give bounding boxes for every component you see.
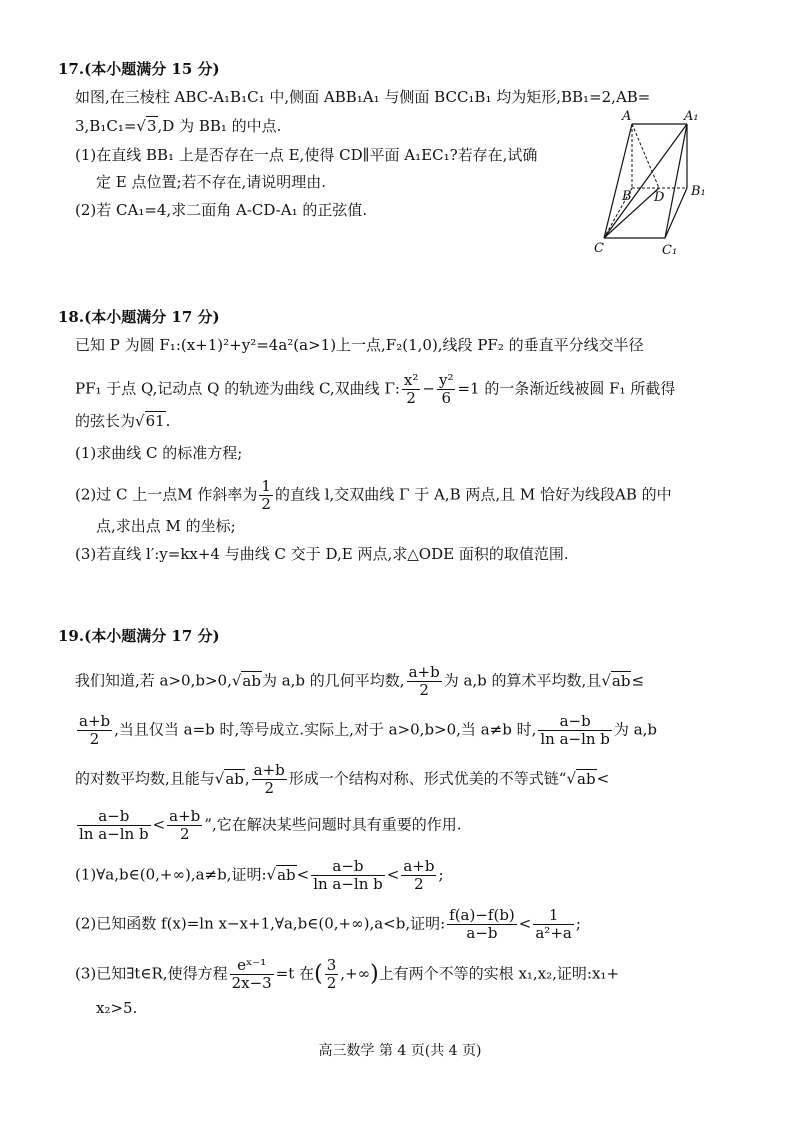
q17-line2: 3,B₁C₁=√3,D 为 BB₁ 的中点.	[75, 117, 282, 135]
label-D: D	[654, 190, 665, 205]
q19-line1: 我们知道,若 a>0,b>0,√ab为 a,b 的几何平均数, $\frac{a+b}{2}$ 为 a,b 的算术平均数,且√ab≤	[75, 663, 645, 699]
q18-heading: 18.(本小题满分 17 分)	[58, 308, 220, 326]
q17-line1: 如图,在三棱柱 ABC-A₁B₁C₁ 中,侧面 ABB₁A₁ 与侧面 BCC₁B₁ 均为矩形,BB₁=2,AB=	[75, 88, 651, 106]
q17-part2: (2)若 CA₁=4,求二面角 A-CD-A₁ 的正弦值.	[75, 201, 368, 219]
q18-line1: 已知 P 为圆 F₁:(x+1)²+y²=4a²(a>1)上一点,F₂(1,0),线段 PF₂ 的垂直平分线交半径	[75, 336, 644, 354]
q18-part1: (1)求曲线 C 的标准方程;	[75, 444, 243, 462]
q17-heading: 17.(本小题满分 15 分)	[58, 60, 220, 78]
q19-heading: 19.(本小题满分 17 分)	[58, 627, 220, 645]
label-C1: C₁	[662, 243, 678, 258]
label-A: A	[622, 109, 632, 124]
q17-part1: (1)在直线 BB₁ 上是否存在一点 E,使得 CD∥平面 A₁EC₁?若存在,试确	[75, 146, 538, 164]
q19-part1: (1)∀a,b∈(0,+∞),a≠b,证明:√ab< $\frac{a-b}{\text{ln a−ln b}}$ < $\frac{a+b}{2}$ ;	[75, 857, 444, 893]
q18-part2-cont: 点,求出点 M 的坐标;	[96, 517, 236, 535]
q19-line4: $\frac{a-b}{\text{ln a−ln b}}$ < $\frac{a+b}{2}$ ”,它在解决某些问题时具有重要的作用.	[79, 807, 462, 843]
page-footer: 高三数学 第 4 页(共 4 页)	[318, 1043, 482, 1059]
prism-figure	[592, 104, 712, 264]
q19-part3: (3)已知∃t∈R,使得方程 $\frac{\text{eˣ⁻¹}}{2x-3}$ =t 在( $\frac{3}{2}$ ,+∞)上有两个不等的实根 x₁,x₂,证明:x₁+	[75, 956, 620, 992]
q19-line3: 的对数平均数,且能与√ab, $\frac{a+b}{2}$ 形成一个结构对称、形式优美的不等式链“√ab<	[75, 761, 610, 797]
label-B1: B₁	[691, 184, 706, 199]
q19-part2: (2)已知函数 f(x)=ln x−x+1,∀a,b∈(0,+∞),a<b,证明: $\frac{f(a)-f(b)}{a-b}$ < $\frac{1}{\text{a²+a}}$ ;	[75, 906, 581, 942]
q18-line2: PF₁ 于点 Q,记动点 Q 的轨迹为曲线 C,双曲线 Γ: $\frac{\text{x²}}{2}$ − $\frac{\text{y²}}{6}$ =1 的一条渐近线被圆 F₁ 所截得	[75, 371, 676, 407]
label-C: C	[594, 241, 604, 256]
q19-part3-cont: x₂>5.	[96, 999, 138, 1017]
q19-line2: $\frac{a+b}{2}$ ,当且仅当 a=b 时,等号成立.实际上,对于 a>0,b>0,当 a≠b 时, $\frac{a-b}{\text{ln a−ln b}}$ 为 a,b	[79, 712, 658, 748]
label-B: B	[622, 189, 632, 204]
q17-part1-cont: 定 E 点位置;若不存在,请说明理由.	[96, 173, 327, 191]
q18-part2: (2)过 C 上一点M 作斜率为 $\frac{1}{2}$ 的直线 l,交双曲线 Γ 于 A,B 两点,且 M 恰好为线段AB 的中	[75, 477, 672, 513]
q18-line3: 的弦长为√61.	[75, 412, 171, 430]
label-A1: A₁	[684, 109, 699, 124]
q18-part3: (3)若直线 l′:y=kx+4 与曲线 C 交于 D,E 两点,求△ODE 面积的取值范围.	[75, 545, 569, 563]
